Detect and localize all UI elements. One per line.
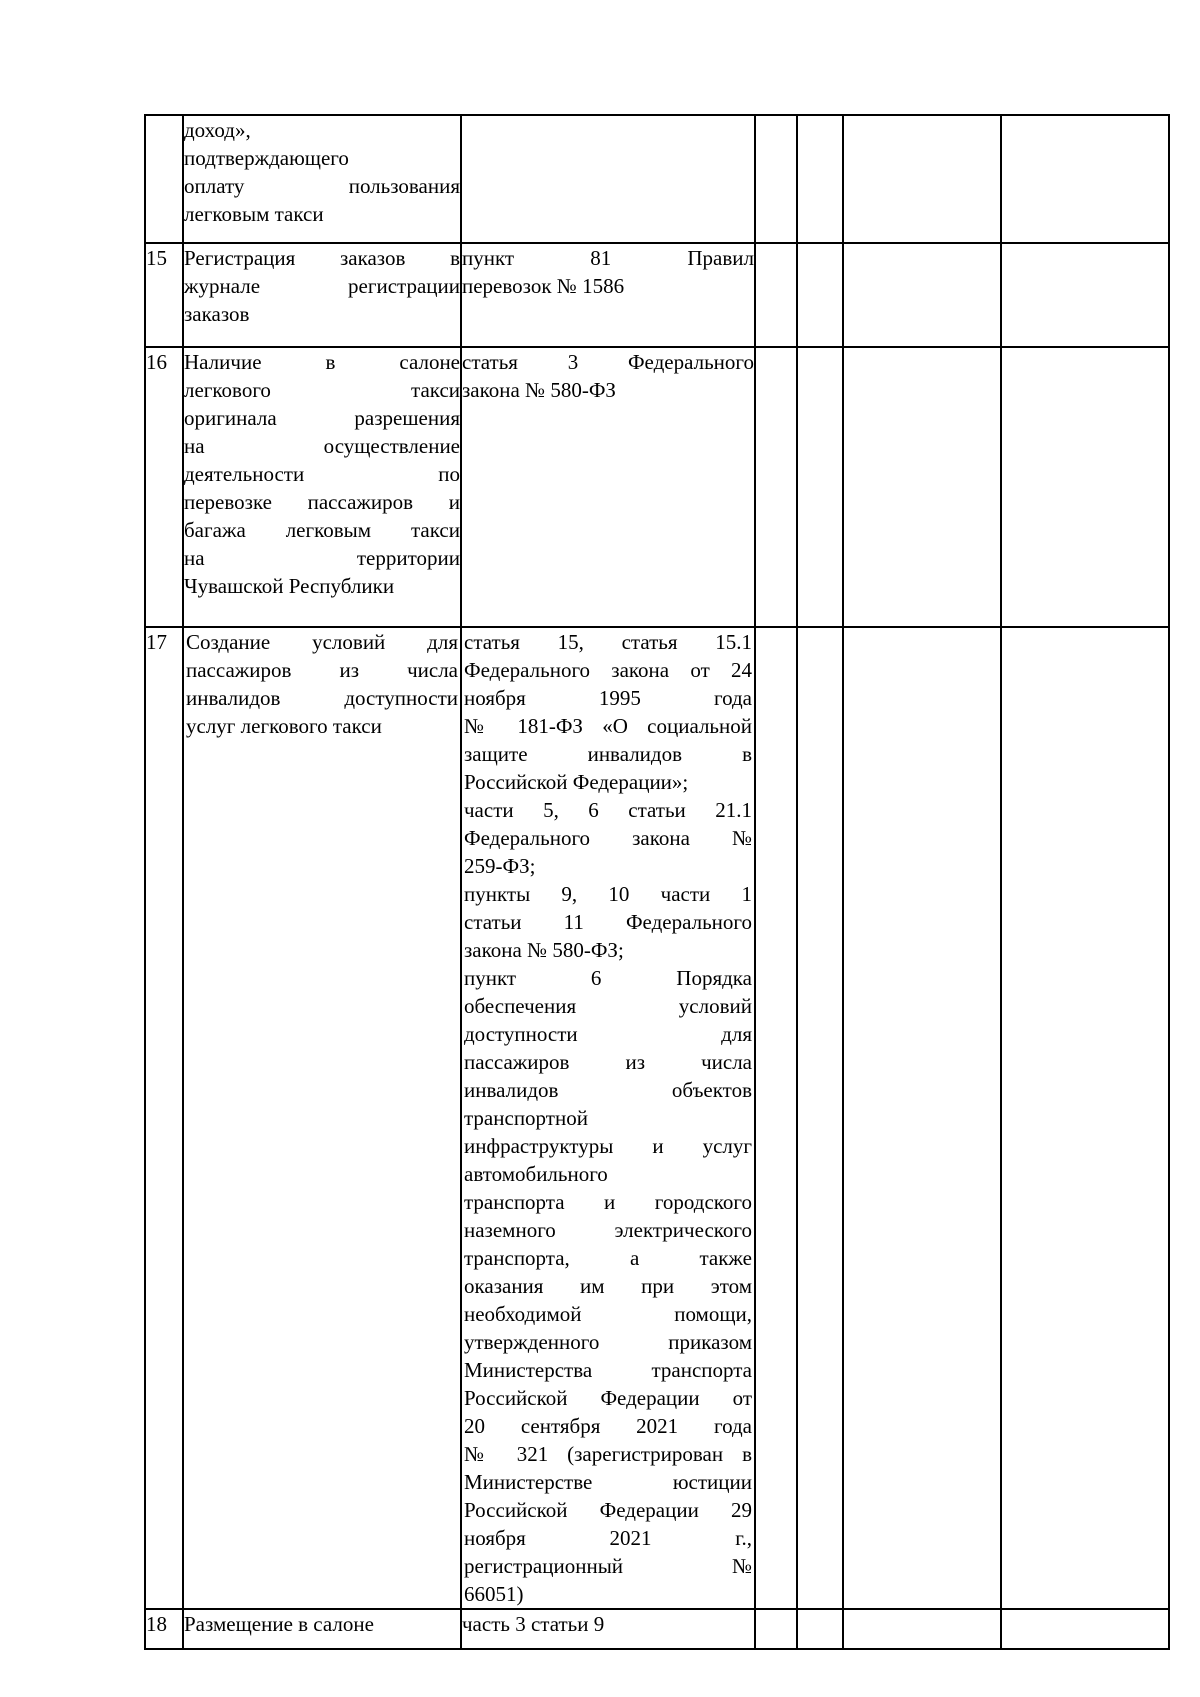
requirement-cell <box>183 1609 461 1649</box>
requirement-line: легкового такси <box>184 378 460 402</box>
legal-reference-line: статья 15, статья 15.1 <box>464 630 752 654</box>
legal-reference-cell <box>461 243 755 347</box>
table-row <box>145 115 1169 243</box>
requirement-line: доход», <box>184 118 251 142</box>
empty-cell <box>1001 115 1169 243</box>
empty-cell <box>755 1609 797 1649</box>
legal-reference-cell <box>461 627 755 1609</box>
legal-reference-line: необходимой помощи, <box>464 1302 752 1326</box>
empty-cell <box>1001 1609 1169 1649</box>
requirement-line: пассажиров из числа <box>186 658 458 682</box>
empty-cell <box>843 1609 1001 1649</box>
empty-cell <box>797 627 843 1609</box>
legal-reference-line: транспорта, а также <box>464 1246 752 1270</box>
legal-reference-line: инвалидов объектов <box>464 1078 752 1102</box>
legal-reference-line: 66051) <box>464 1582 524 1606</box>
legal-reference-line: 20 сентября 2021 года <box>464 1414 752 1438</box>
requirement-line: на территории <box>184 546 460 570</box>
empty-cell <box>797 1609 843 1649</box>
table-row <box>145 347 1169 627</box>
empty-cell <box>797 243 843 347</box>
row-number <box>145 115 183 243</box>
requirement-cell <box>183 627 461 1609</box>
requirement-line: легковым такси <box>184 202 324 226</box>
legal-reference-line: инфраструктуры и услуг <box>464 1134 752 1158</box>
row-number: 18 <box>145 1609 183 1649</box>
requirement-line: журнале регистрации <box>184 274 460 298</box>
legal-reference-line: защите инвалидов в <box>464 742 752 766</box>
legal-reference-line: Министерства транспорта <box>464 1358 752 1382</box>
requirement-line: оплату пользования <box>184 174 460 198</box>
legal-reference-line: пункт 6 Порядка <box>464 966 752 990</box>
table-row <box>145 1609 1169 1649</box>
empty-cell <box>843 115 1001 243</box>
requirement-line: багажа легковым такси <box>184 518 460 542</box>
legal-reference-line: Российской Федерации 29 <box>464 1498 752 1522</box>
legal-reference-line: утвержденного приказом <box>464 1330 752 1354</box>
empty-cell <box>1001 627 1169 1609</box>
requirement-line: подтверждающего <box>184 146 349 170</box>
legal-reference-line: часть 3 статьи 9 <box>462 1612 605 1636</box>
requirement-line: Наличие в салоне <box>184 350 460 374</box>
row-number: 15 <box>145 243 183 347</box>
row-number: 16 <box>145 347 183 627</box>
empty-cell <box>755 243 797 347</box>
legal-reference-line: ноября 1995 года <box>464 686 752 710</box>
requirement-line: услуг легкового такси <box>186 714 382 738</box>
legal-reference-line: статья 3 Федерального <box>462 350 754 374</box>
legal-reference-line: транспортной <box>464 1106 588 1130</box>
legal-reference-line: 259-ФЗ; <box>464 854 536 878</box>
legal-reference-line: наземного электрического <box>464 1218 752 1242</box>
legal-reference-line: ноября 2021 г., <box>464 1526 752 1550</box>
legal-reference-line: регистрационный № <box>464 1554 752 1578</box>
empty-cell <box>1001 243 1169 347</box>
row-number: 17 <box>145 627 183 1609</box>
legal-reference-line: Федерального закона от 24 <box>464 658 752 682</box>
legal-reference-line: № 181-ФЗ «О социальной <box>464 714 752 738</box>
empty-cell <box>843 627 1001 1609</box>
empty-cell <box>843 347 1001 627</box>
requirement-line: Размещение в салоне <box>184 1612 374 1636</box>
legal-reference-cell <box>461 1609 755 1649</box>
legal-reference-line: закона № 580-ФЗ <box>462 378 616 402</box>
inspection-checklist-table <box>144 114 1170 1650</box>
empty-cell <box>755 115 797 243</box>
legal-reference-cell <box>461 115 755 243</box>
table-row <box>145 243 1169 347</box>
legal-reference-line: транспорта и городского <box>464 1190 752 1214</box>
requirement-line: Создание условий для <box>186 630 458 654</box>
requirement-line: заказов <box>184 302 250 326</box>
legal-reference-line: доступности для <box>464 1022 752 1046</box>
empty-cell <box>1001 347 1169 627</box>
requirement-cell <box>183 347 461 627</box>
requirement-line: инвалидов доступности <box>186 686 458 710</box>
legal-reference-line: Федерального закона № <box>464 826 752 850</box>
legal-reference-line: пассажиров из числа <box>464 1050 752 1074</box>
legal-reference-line: оказания им при этом <box>464 1274 752 1298</box>
requirement-line: Регистрация заказов в <box>184 246 460 270</box>
table-row <box>145 627 1169 1609</box>
requirement-cell <box>183 243 461 347</box>
legal-reference-line: Российской Федерации»; <box>464 770 689 794</box>
empty-cell <box>755 347 797 627</box>
legal-reference-line: перевозок № 1586 <box>462 274 625 298</box>
legal-reference-line: Российской Федерации от <box>464 1386 752 1410</box>
requirement-line: Чувашской Республики <box>184 574 395 598</box>
empty-cell <box>797 347 843 627</box>
requirement-line: деятельности по <box>184 462 460 486</box>
empty-cell <box>843 243 1001 347</box>
requirement-line: перевозке пассажиров и <box>184 490 460 514</box>
requirement-cell <box>183 115 461 243</box>
legal-reference-line: статьи 11 Федерального <box>464 910 752 934</box>
requirement-line: оригинала разрешения <box>184 406 460 430</box>
requirement-line: на осуществление <box>184 434 460 458</box>
legal-reference-line: обеспечения условий <box>464 994 752 1018</box>
empty-cell <box>755 627 797 1609</box>
legal-reference-line: части 5, 6 статьи 21.1 <box>464 798 752 822</box>
legal-reference-line: № 321 (зарегистрирован в <box>464 1442 752 1466</box>
empty-cell <box>797 115 843 243</box>
legal-reference-line: пункт 81 Правил <box>462 246 754 270</box>
legal-reference-line: пункты 9, 10 части 1 <box>464 882 752 906</box>
legal-reference-cell <box>461 347 755 627</box>
legal-reference-line: автомобильного <box>464 1162 608 1186</box>
legal-reference-line: закона № 580-ФЗ; <box>464 938 624 962</box>
legal-reference-line: Министерстве юстиции <box>464 1470 752 1494</box>
